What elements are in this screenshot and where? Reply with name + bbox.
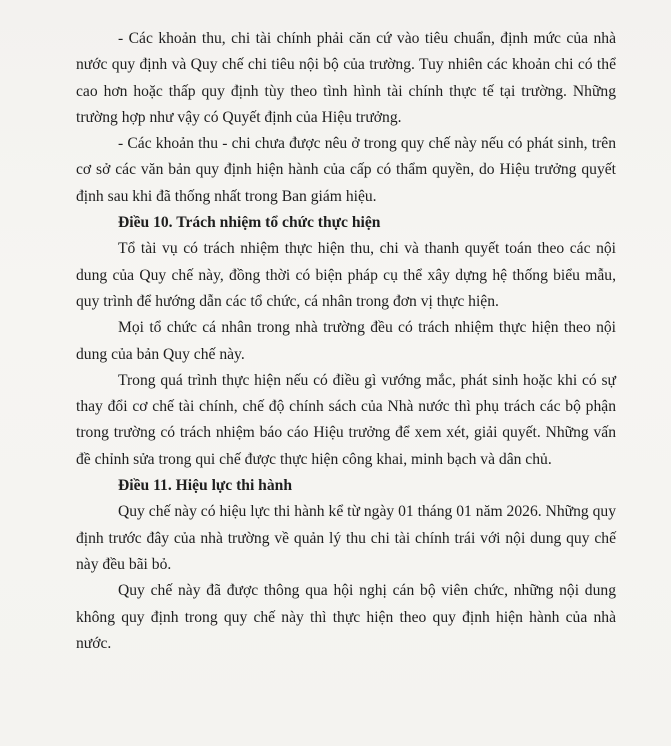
paragraph-all-staff: Mọi tổ chức cá nhân trong nhà trường đều có trách nhiệm thực hiện theo nội dung của bản Quy chế này. — [76, 319, 616, 363]
document-body — [76, 26, 616, 657]
paragraph-income-expense-standards: - Các khoản thu, chi tài chính phải căn cứ vào tiêu chuẩn, định mức của nhà nước quy định và Quy chế chi tiêu nội bộ của trường. Tuy nhiên các khoản chi có thể cao hơn hoặc thấp quy định tùy theo tình hình tài chính thực tế tại trường. Những trường hợp như vậy có Quyết định của Hiệu trưởng. — [76, 30, 616, 126]
article-10-heading: Điều 10. Trách nhiệm tổ chức thực hiện — [118, 214, 381, 232]
paragraph-approval: Quy chế này đã được thông qua hội nghị cán bộ viên chức, những nội dung không quy định trong quy chế này thì thực hiện theo quy định hiện hành của nhà nước. — [76, 582, 616, 652]
paragraph-effective-date: Quy chế này có hiệu lực thi hành kể từ ngày 01 tháng 01 năm 2026. Những quy định trước đây của nhà trường về quản lý thu chi tài chính trái với nội dung quy chế này đều bãi bỏ. — [76, 503, 616, 573]
paragraph-finance-team: Tổ tài vụ có trách nhiệm thực hiện thu, chi và thanh quyết toán theo các nội dung của Quy chế này, đồng thời có biện pháp cụ thể xây dựng hệ thống biểu mẫu, quy trình để hướng dẫn các tổ chức, cá nhân trong đơn vị thực hiện. — [76, 240, 616, 310]
paragraph-unlisted-items: - Các khoản thu - chi chưa được nêu ở trong quy chế này nếu có phát sinh, trên cơ sở các văn bản quy định hiện hành của cấp có thẩm quyền, do Hiệu trưởng quyết định sau khi đã thống nhất trong Ban giám hiệu. — [76, 135, 616, 205]
article-11-heading: Điều 11. Hiệu lực thi hành — [118, 477, 292, 495]
paragraph-implementation-issues: Trong quá trình thực hiện nếu có điều gì vướng mắc, phát sinh hoặc khi có sự thay đổi cơ chế tài chính, chế độ chính sách của Nhà nước thì phụ trách các bộ phận trong trường có trách nhiệm báo cáo Hiệu trưởng để xem xét, giải quyết. Những vấn đề chỉnh sửa trong qui chế được thực hiện công khai, minh bạch và dân chủ. — [76, 371, 616, 468]
